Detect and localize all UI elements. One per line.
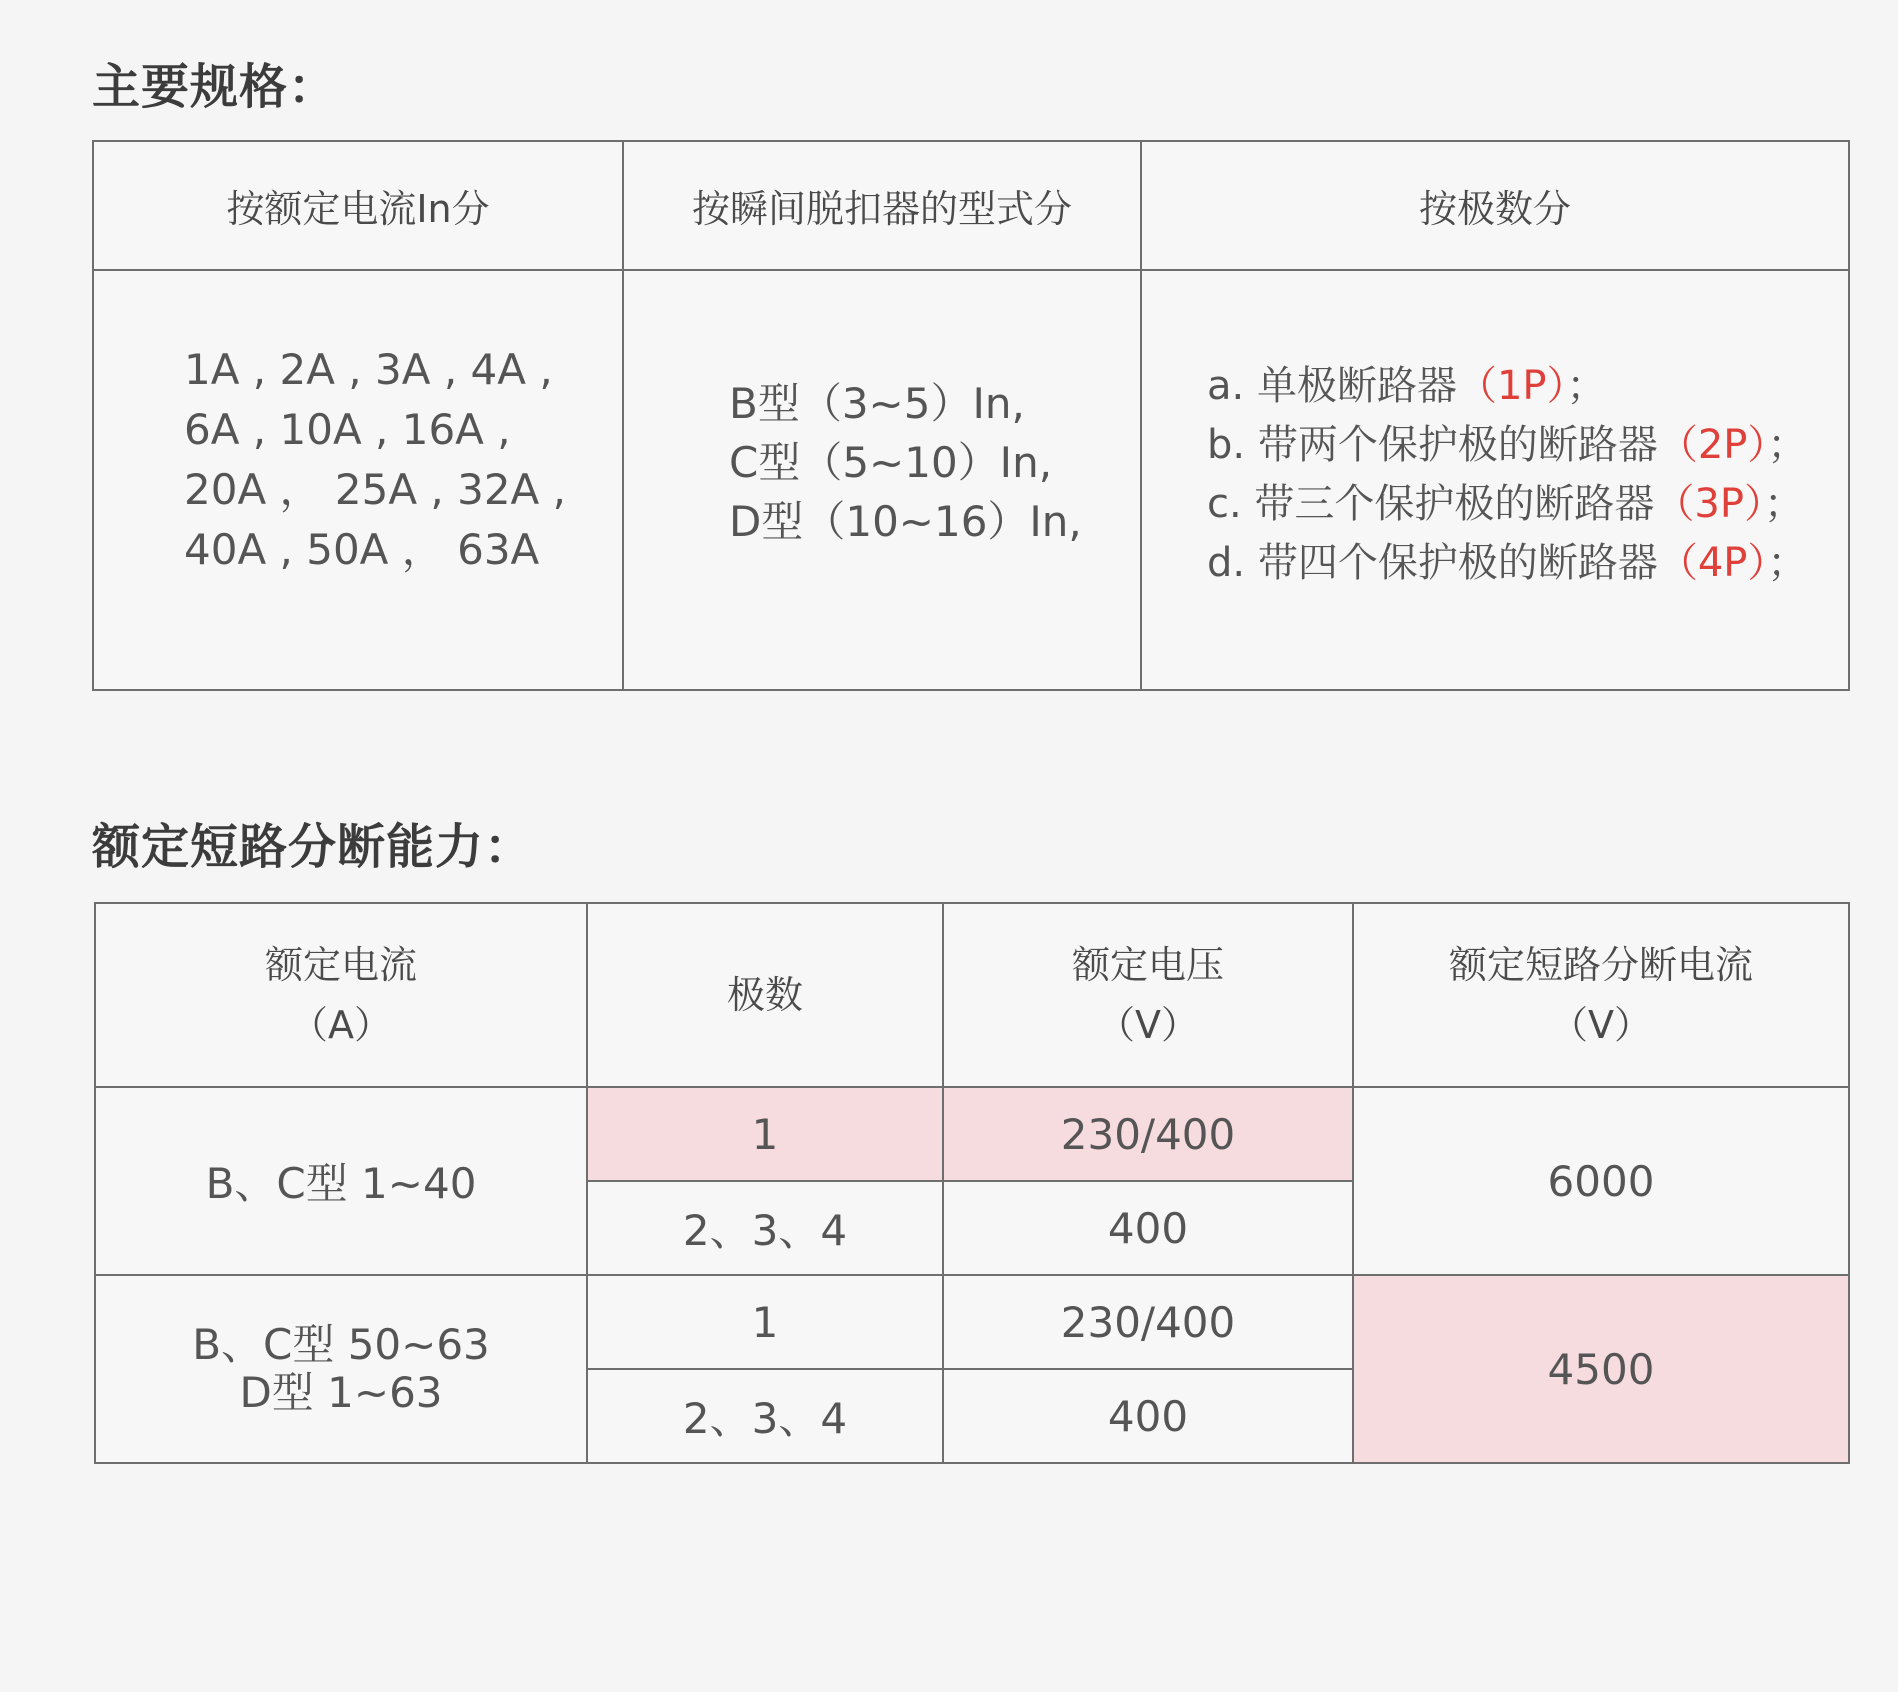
- header-by-poles: 按极数分: [1141, 141, 1849, 270]
- rated-current-line: 40A , 50A ， 63A: [184, 525, 540, 574]
- pole-item-suffix: ；: [1767, 540, 1808, 586]
- spec-body-row: [93, 270, 1849, 690]
- breaking-capacity-table: [94, 902, 1850, 1464]
- poles-cell: [1141, 270, 1849, 690]
- poles-value-cell: 2、3、4: [587, 1369, 943, 1463]
- rating-header-row: [95, 903, 1849, 1087]
- header-rated-current: [95, 903, 587, 1087]
- rated-current-cell: [93, 270, 623, 690]
- rated-current-line: 20A ， 25A , 32A ,: [184, 465, 566, 514]
- header-rated-voltage: [943, 903, 1353, 1087]
- pole-item: [1207, 416, 1848, 475]
- voltage-value-cell: 230/400: [943, 1275, 1353, 1369]
- poles-value-cell: 1: [587, 1275, 943, 1369]
- trip-type-line: B型（3~5）In,: [729, 379, 1025, 428]
- header-line: 额定电流: [264, 943, 417, 987]
- pole-item-suffix: ；: [1767, 422, 1808, 468]
- main-specs-title: 主要规格：: [92, 59, 338, 115]
- breaking-capacity-title: 额定短路分断能力：: [92, 819, 534, 875]
- pole-item: [1207, 534, 1848, 593]
- header-line: 额定电压: [1071, 943, 1224, 987]
- main-specs-table: [92, 140, 1850, 691]
- pole-item-text: b. 带两个保护极的断路器: [1207, 422, 1658, 468]
- header-line: 极数: [726, 973, 803, 1017]
- current-range-cell: [95, 1275, 587, 1463]
- pole-item-suffix: ；: [1764, 481, 1804, 527]
- breaking-current-cell: 4500: [1353, 1275, 1849, 1463]
- trip-type-cell: [623, 270, 1141, 690]
- pole-code: （4P）: [1657, 540, 1768, 586]
- header-breaking-current: [1353, 903, 1849, 1087]
- spec-header-row: [93, 141, 1849, 270]
- header-unit: （A）: [290, 1003, 392, 1047]
- header-unit: （V）: [1550, 1003, 1652, 1047]
- header-by-rated-current: 按额定电流In分: [93, 141, 623, 270]
- table-row: [95, 1087, 1849, 1181]
- rated-current-line: 1A , 2A , 3A , 4A ,: [184, 345, 553, 394]
- voltage-value-cell: 230/400: [943, 1087, 1353, 1181]
- poles-value-cell: 2、3、4: [587, 1181, 943, 1275]
- current-range-line: D型 1~63: [239, 1368, 443, 1417]
- table-row: [95, 1275, 1849, 1369]
- current-range-cell: B、C型 1~40: [95, 1087, 587, 1275]
- pole-item: [1207, 475, 1848, 534]
- header-by-trip-type: 按瞬间脱扣器的型式分: [623, 141, 1141, 270]
- rated-current-line: 6A , 10A , 16A ,: [184, 405, 511, 454]
- breaking-current-cell: 6000: [1353, 1087, 1849, 1275]
- pole-item-text: c. 带三个保护极的断路器: [1207, 481, 1655, 527]
- current-range-line: B、C型 50~63: [192, 1320, 490, 1369]
- pole-item-text: a. 单极断路器: [1207, 363, 1457, 409]
- pole-code: （1P）: [1456, 363, 1567, 409]
- voltage-value-cell: 400: [943, 1181, 1353, 1275]
- header-unit: （V）: [1097, 1003, 1199, 1047]
- pole-item: [1207, 357, 1848, 416]
- pole-code: （2P）: [1657, 422, 1768, 468]
- pole-item-suffix: ；: [1566, 363, 1607, 409]
- pole-item-text: d. 带四个保护极的断路器: [1207, 540, 1658, 586]
- trip-type-line: D型（10~16）In,: [729, 497, 1082, 546]
- trip-type-line: C型（5~10）In,: [729, 438, 1053, 487]
- pole-code: （3P）: [1654, 481, 1764, 527]
- header-line: 额定短路分断电流: [1448, 943, 1753, 987]
- poles-value-cell: 1: [587, 1087, 943, 1181]
- header-poles: [587, 903, 943, 1087]
- voltage-value-cell: 400: [943, 1369, 1353, 1463]
